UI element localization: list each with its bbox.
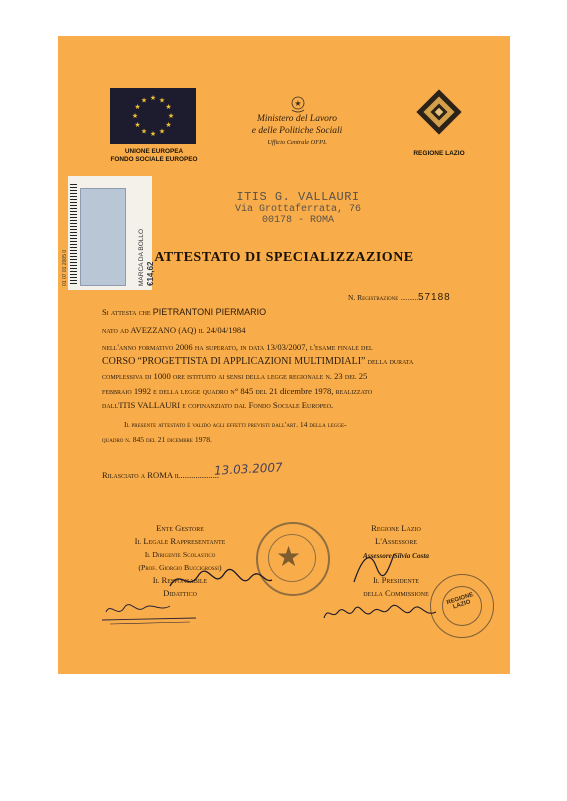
region-caption: REGIONE LAZIO	[413, 150, 465, 157]
sign-left-5: Il Responsabile	[152, 575, 208, 585]
region-seal-label: REGIONE LAZIO	[445, 592, 475, 611]
svg-text:★: ★	[165, 103, 172, 111]
registration	[348, 292, 451, 303]
regional-law-year: 1992	[133, 386, 152, 396]
body-line-3	[102, 342, 373, 352]
framework-law-number: 845	[240, 386, 254, 396]
school-stamp-street: Via Grottaferrata, 76	[234, 204, 362, 215]
dirigente-signature-icon	[166, 564, 276, 594]
body-text: il	[198, 325, 205, 335]
svg-text:★: ★	[158, 96, 166, 105]
seal-star-icon: ★	[276, 542, 302, 573]
body-line-2	[102, 325, 246, 335]
eu-caption	[104, 148, 204, 164]
body-text: dall'	[102, 400, 120, 410]
sign-right-5: della Commissione	[363, 588, 429, 598]
ministry-line1: Ministero del Lavoro	[256, 114, 338, 124]
body-text: nell'anno formativo	[102, 342, 174, 352]
body-line-7	[102, 400, 333, 410]
sign-left-3: Il Dirigente Scolastico	[144, 550, 216, 559]
body-text: della durata	[367, 356, 414, 366]
svg-text:★: ★	[134, 103, 141, 111]
body-line-6	[102, 386, 372, 396]
eu-flag-icon	[110, 88, 196, 144]
issued-label: Rilasciato a	[102, 470, 146, 480]
validity-line-1	[124, 420, 347, 429]
issued-place: ROMA	[147, 470, 173, 480]
body-text: CORSO	[102, 356, 136, 367]
body-line-4	[102, 356, 413, 367]
school-stamp-city: 00178 - ROMA	[261, 215, 334, 226]
body-line-5	[102, 371, 367, 381]
stamp-value: €14,62	[146, 261, 155, 286]
body-text: del	[344, 371, 357, 381]
issued-dots: ..................	[180, 470, 220, 480]
eu-caption-line1: UNIONE EUROPEA	[124, 148, 184, 155]
svg-text:★: ★	[165, 121, 172, 129]
body-text: ha superato, in data	[194, 342, 265, 352]
stamp-barcode-icon	[70, 184, 77, 284]
registration-dots: ..........	[400, 294, 418, 302]
sign-right-3: Assessore Silvia Costa	[363, 552, 429, 560]
regional-law-day: 25	[358, 371, 368, 381]
body-text: del	[255, 386, 268, 396]
ministry-line2: e delle Politiche Sociali	[251, 125, 343, 136]
regional-law-month: febbraio	[102, 386, 132, 396]
body-text: e cofinanziato dal Fondo Sociale Europeo.	[182, 400, 334, 410]
svg-text:★: ★	[149, 130, 157, 138]
issued-line	[102, 470, 219, 480]
eu-caption-line2: FONDO SOCIALE EUROPEO	[110, 156, 198, 163]
sign-right-4: Il Presidente	[372, 575, 420, 585]
registration-label: N. Registrazione	[348, 293, 399, 302]
birthplace: AVEZZANO (AQ)	[130, 325, 197, 335]
svg-text:★: ★	[167, 112, 175, 120]
body-line-1	[102, 307, 266, 317]
sign-left-1: Ente Gestore	[156, 523, 204, 533]
school-stamp-name: ITIS G. VALLAURI	[236, 190, 360, 204]
body-text: , realizzato	[331, 386, 373, 396]
assessore-signature-icon	[348, 548, 398, 584]
organization-name: ITIS VALLAURI	[119, 400, 181, 410]
ministry-office: Ufficio Centrale OFPL	[267, 139, 327, 146]
birth-date: 24/04/1984	[206, 325, 246, 335]
svg-text:★: ★	[131, 112, 139, 120]
certificate-sheet	[58, 36, 510, 674]
course-name: “PROGETTISTA DI APPLICAZIONI MULTIMDIALI”	[137, 356, 366, 367]
framework-law-date: 21 dicembre 1978	[269, 386, 332, 396]
revenue-stamp-hologram	[80, 188, 126, 286]
issued-il: il	[174, 470, 181, 480]
school-stamp	[228, 190, 368, 226]
body-text: Si attesta che	[102, 307, 151, 317]
svg-text:★: ★	[140, 96, 148, 105]
sign-left-2: Il Legale Rappresentante	[134, 536, 226, 546]
registration-number: 57188	[417, 292, 451, 303]
regione-lazio-emblem-icon	[415, 88, 463, 136]
certificate-title: ATTESTATO DI SPECIALIZZAZIONE	[154, 250, 414, 265]
sign-left-4: (Prof. Giorgio Buccigrossi)	[138, 563, 222, 572]
stamp-label: MARCA DA BOLLO	[138, 228, 145, 286]
training-year: 2006	[175, 342, 193, 352]
presidente-signature-icon	[320, 602, 440, 624]
sign-right-2: L'Assessore	[374, 536, 418, 546]
svg-text:★: ★	[134, 121, 141, 129]
validity-line-2	[102, 435, 212, 444]
svg-text:★: ★	[294, 99, 302, 108]
sign-left-6: Didattico	[163, 588, 197, 598]
body-text: nato ad	[102, 325, 129, 335]
svg-text:★: ★	[149, 94, 157, 102]
validity-text: Il presente attestato è valido agli effetti previsti dall'art. 14 della legge-	[124, 420, 347, 429]
body-text: e della legge quadro n°	[153, 386, 239, 396]
sign-right-1: Regione Lazio	[371, 523, 421, 533]
ministry-text	[234, 114, 360, 149]
issued-date-handwritten: 13.03.2007	[213, 460, 284, 478]
exam-date: 13/03/2007	[266, 342, 306, 352]
svg-text:★: ★	[140, 127, 148, 136]
recipient-name: PIETRANTONI PIERMARIO	[152, 307, 267, 317]
responsabile-signature-icon	[100, 596, 200, 626]
body-text: ore istituito ai sensi della legge regionale n.	[172, 371, 332, 381]
italian-republic-emblem-icon	[290, 94, 306, 114]
svg-text:★: ★	[158, 127, 166, 136]
course-hours: 1000	[153, 371, 171, 381]
validity-text: quadro n. 845 del 21 dicembre 1978.	[102, 435, 212, 444]
regional-law-number: 23	[334, 371, 343, 381]
body-text: complessiva di	[102, 371, 152, 381]
body-text: , l'esame finale del	[305, 342, 373, 352]
stamp-barcode-text: 01 07 01 2005 0	[62, 249, 68, 286]
